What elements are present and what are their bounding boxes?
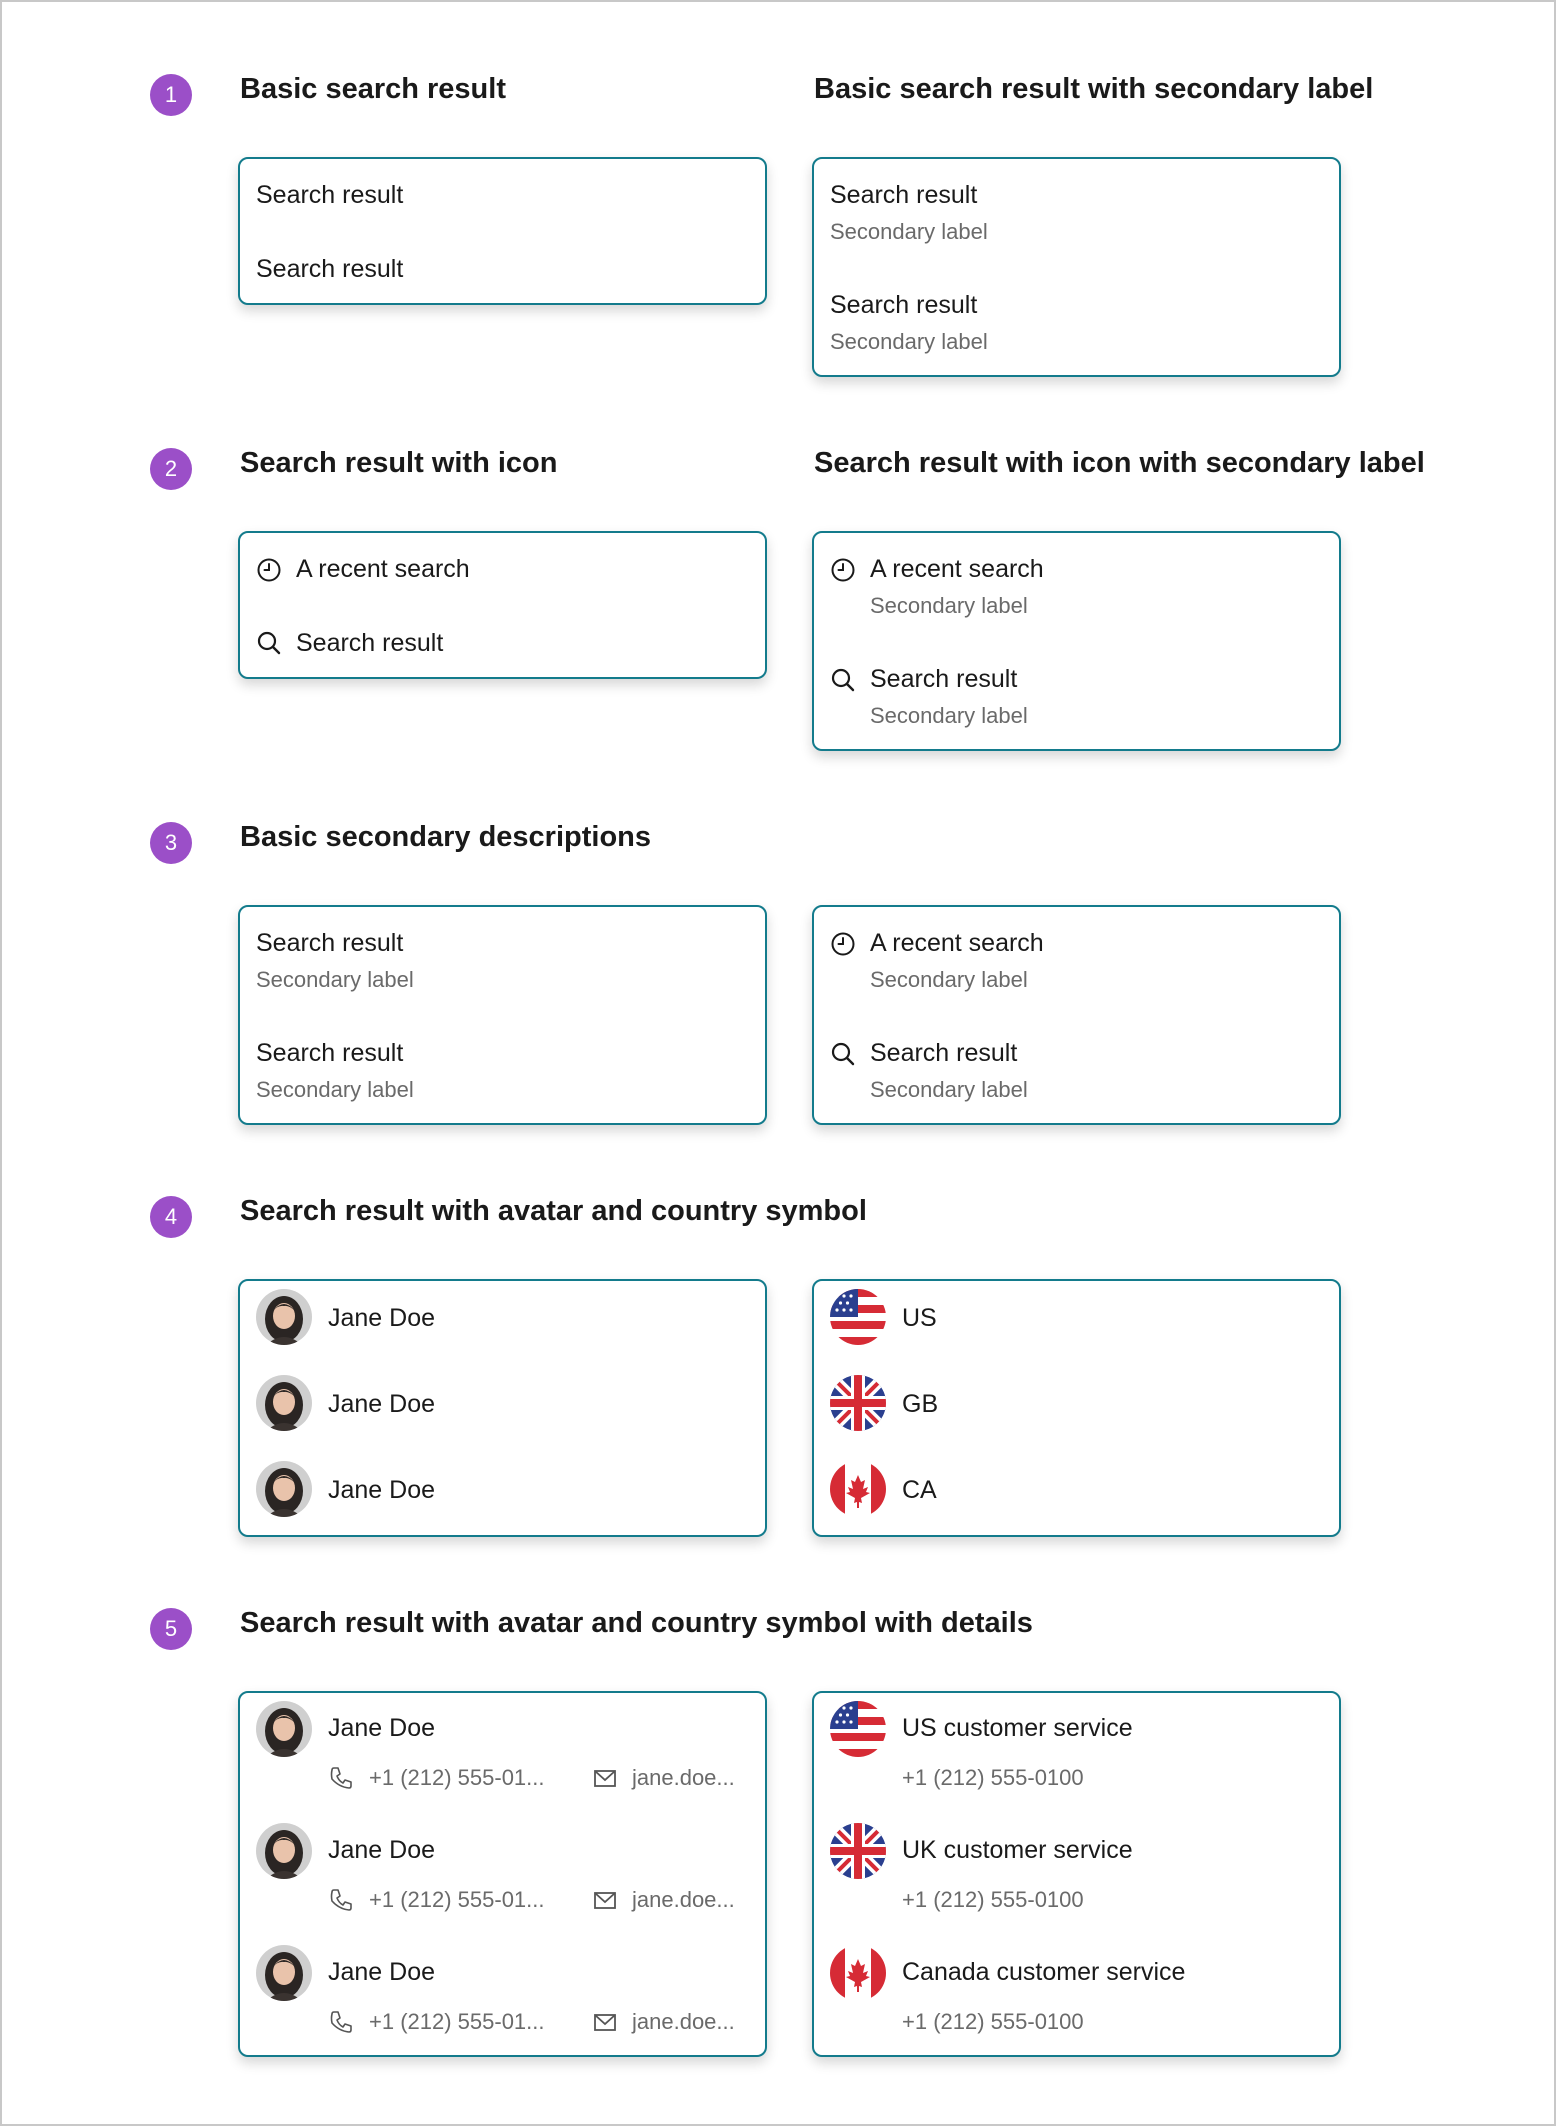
- step-badge-5: 5: [150, 1608, 192, 1650]
- contact-name: Jane Doe: [328, 1304, 436, 1332]
- search-result-item[interactable]: [814, 907, 1339, 1017]
- search-result-label: A recent search: [870, 929, 1044, 957]
- step-badge-2: 2: [150, 448, 192, 490]
- search-result-label: Search result: [296, 629, 444, 657]
- section-title-avatar-country: Search result with avatar and country symbol: [240, 1195, 867, 1227]
- search-result-label: Search result: [256, 181, 404, 209]
- avatar-result-item[interactable]: [240, 1367, 765, 1453]
- country-code: GB: [902, 1390, 939, 1418]
- section-title-avatar-country-details: Search result with avatar and country symbol with details: [240, 1607, 1033, 1639]
- phone-icon: [328, 1887, 354, 1913]
- search-result-item[interactable]: [240, 533, 765, 606]
- contact-name: Jane Doe: [328, 1836, 436, 1864]
- secondary-label: Secondary label: [870, 703, 1028, 728]
- icon-secondary-card: [812, 531, 1341, 751]
- us-flag-icon: [830, 1289, 886, 1345]
- search-result-item[interactable]: [814, 1017, 1339, 1127]
- search-result-label: Search result: [870, 665, 1018, 693]
- section-title-icon-secondary: Search result with icon with secondary label: [814, 447, 1425, 479]
- search-result-label: Search result: [256, 1039, 404, 1067]
- service-label: UK customer service: [902, 1836, 1133, 1864]
- avatar-result-item[interactable]: [240, 1453, 765, 1539]
- clock-icon: [256, 557, 282, 583]
- avatar-detail-item[interactable]: [240, 1693, 765, 1815]
- contact-name: Jane Doe: [328, 1958, 436, 1986]
- service-label: Canada customer service: [902, 1958, 1186, 1986]
- basic-secondary-card: [812, 157, 1341, 377]
- contact-phone: +1 (212) 555-01...: [369, 1887, 545, 1912]
- country-details-card: [812, 1691, 1341, 2057]
- clock-icon: [830, 931, 856, 957]
- contact-phone: +1 (212) 555-01...: [369, 2009, 545, 2034]
- search-result-label: Search result: [256, 929, 404, 957]
- phone-icon: [328, 1765, 354, 1791]
- avatar: [256, 1375, 312, 1431]
- avatar: [256, 1701, 312, 1757]
- search-result-label: Search result: [870, 1039, 1018, 1067]
- secondary-desc-icon-card: [812, 905, 1341, 1125]
- section-title-basic: Basic search result: [240, 73, 506, 105]
- contact-name: Jane Doe: [328, 1390, 436, 1418]
- search-result-item[interactable]: [240, 907, 765, 1017]
- section-title-secondary-descriptions: Basic secondary descriptions: [240, 821, 651, 853]
- avatar-result-item[interactable]: [240, 1281, 765, 1367]
- step-badge-1: 1: [150, 74, 192, 116]
- contact-phone: +1 (212) 555-01...: [369, 1765, 545, 1790]
- us-flag-icon: [830, 1701, 886, 1757]
- avatar-detail-item[interactable]: [240, 1937, 765, 2059]
- avatar-details-card: [238, 1691, 767, 2057]
- search-result-label: Search result: [830, 291, 978, 319]
- contact-email: jane.doe...: [632, 1887, 735, 1912]
- step-badge-3: 3: [150, 822, 192, 864]
- mail-icon: [592, 2009, 618, 2035]
- avatar: [256, 1289, 312, 1345]
- section-title-basic-secondary: Basic search result with secondary label: [814, 73, 1374, 105]
- contact-name: Jane Doe: [328, 1476, 436, 1504]
- ca-flag-icon: [830, 1461, 886, 1517]
- search-icon: [830, 667, 856, 693]
- secondary-label: Secondary label: [870, 967, 1028, 992]
- country-detail-item[interactable]: [814, 1937, 1339, 2059]
- search-result-item[interactable]: [814, 269, 1339, 379]
- gb-flag-icon: [830, 1375, 886, 1431]
- search-result-label: Search result: [830, 181, 978, 209]
- country-detail-item[interactable]: [814, 1693, 1339, 1815]
- contact-email: jane.doe...: [632, 2009, 735, 2034]
- service-label: US customer service: [902, 1714, 1133, 1742]
- contact-email: jane.doe...: [632, 1765, 735, 1790]
- secondary-desc-card: [238, 905, 767, 1125]
- gb-flag-icon: [830, 1823, 886, 1879]
- avatar: [256, 1823, 312, 1879]
- basic-results-card: [238, 157, 767, 305]
- secondary-label: Secondary label: [870, 593, 1028, 618]
- mail-icon: [592, 1887, 618, 1913]
- section-title-icon: Search result with icon: [240, 447, 558, 479]
- secondary-label: Secondary label: [256, 1077, 414, 1102]
- search-result-item[interactable]: [240, 159, 765, 232]
- secondary-label: Secondary label: [830, 219, 988, 244]
- search-result-label: A recent search: [870, 555, 1044, 583]
- search-icon: [830, 1041, 856, 1067]
- search-result-item[interactable]: [814, 643, 1339, 753]
- avatar-detail-item[interactable]: [240, 1815, 765, 1937]
- icon-results-card: [238, 531, 767, 679]
- service-phone: +1 (212) 555-0100: [902, 1765, 1084, 1790]
- search-result-item[interactable]: [240, 606, 765, 679]
- phone-icon: [328, 2009, 354, 2035]
- search-result-item[interactable]: [240, 232, 765, 305]
- mail-icon: [592, 1765, 618, 1791]
- country-results-card: [812, 1279, 1341, 1537]
- secondary-label: Secondary label: [830, 329, 988, 354]
- search-icon: [256, 630, 282, 656]
- ca-flag-icon: [830, 1945, 886, 2001]
- service-phone: +1 (212) 555-0100: [902, 2009, 1084, 2034]
- search-result-item[interactable]: [240, 1017, 765, 1127]
- country-detail-item[interactable]: [814, 1815, 1339, 1937]
- search-result-label: A recent search: [296, 555, 470, 583]
- country-result-item[interactable]: [814, 1281, 1339, 1367]
- avatar-results-card: [238, 1279, 767, 1537]
- country-result-item[interactable]: [814, 1453, 1339, 1539]
- secondary-label: Secondary label: [256, 967, 414, 992]
- service-phone: +1 (212) 555-0100: [902, 1887, 1084, 1912]
- country-code: CA: [902, 1476, 937, 1504]
- contact-name: Jane Doe: [328, 1714, 436, 1742]
- search-result-item[interactable]: [814, 533, 1339, 643]
- secondary-label: Secondary label: [870, 1077, 1028, 1102]
- search-result-label: Search result: [256, 255, 404, 283]
- step-badge-4: 4: [150, 1196, 192, 1238]
- clock-icon: [830, 557, 856, 583]
- avatar: [256, 1945, 312, 2001]
- search-result-item[interactable]: [814, 159, 1339, 269]
- country-result-item[interactable]: [814, 1367, 1339, 1453]
- avatar: [256, 1461, 312, 1517]
- country-code: US: [902, 1304, 937, 1332]
